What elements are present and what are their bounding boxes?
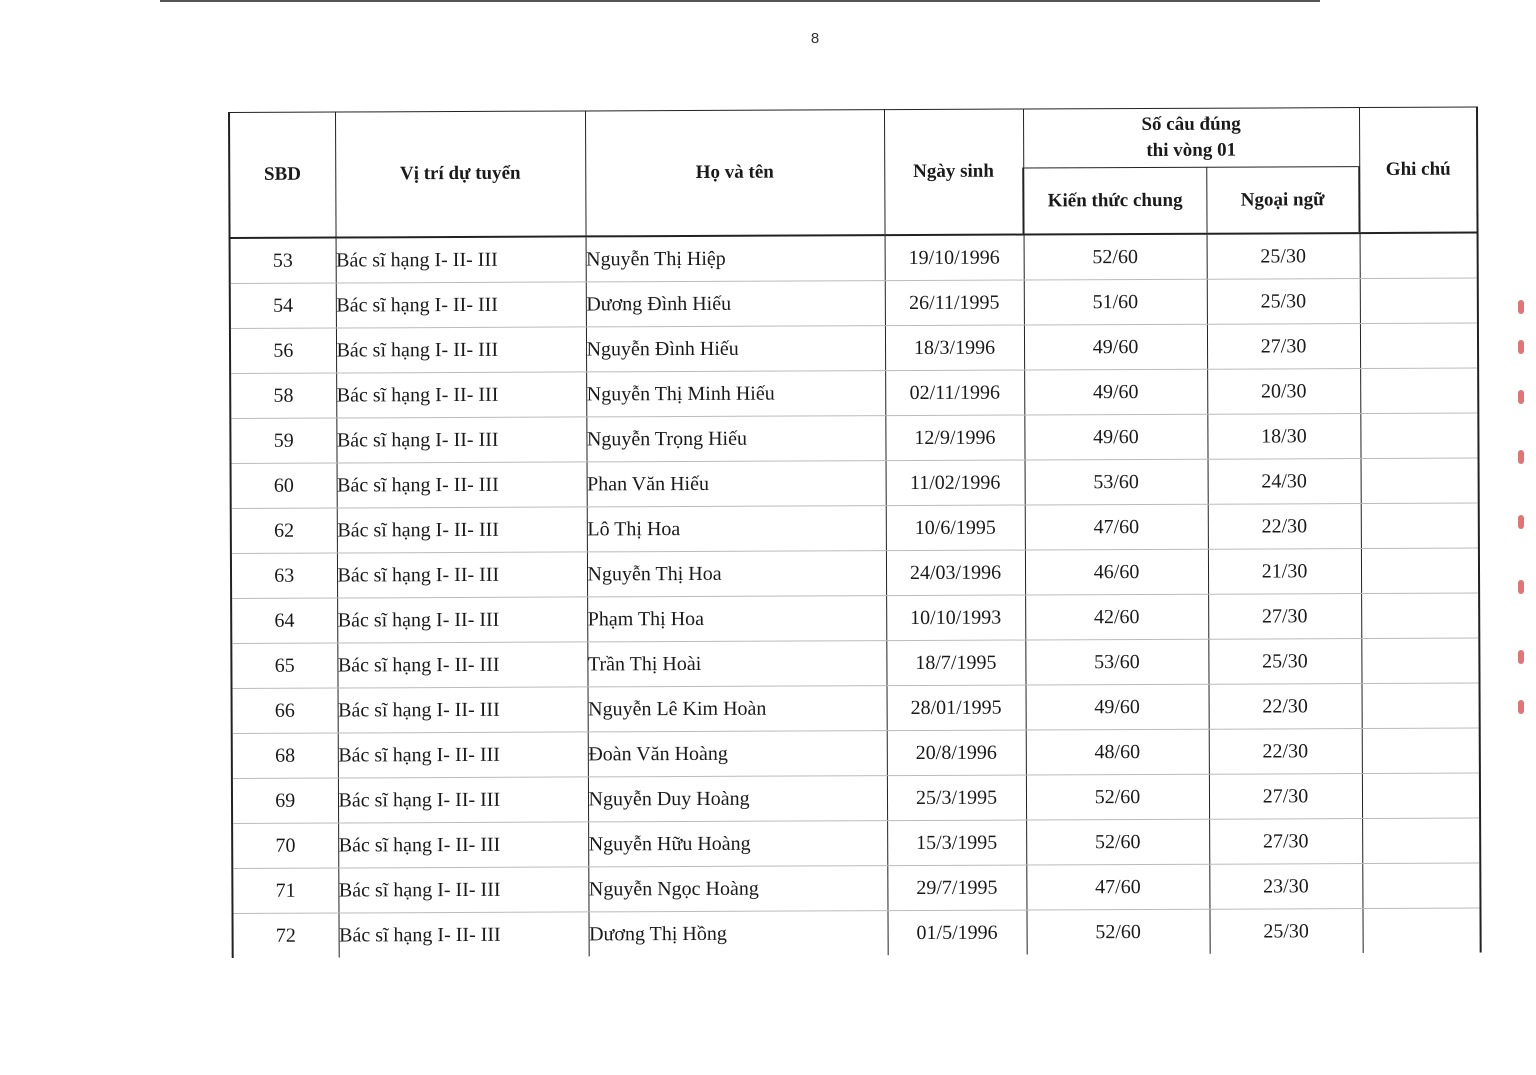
cell-general-knowledge: 52/60: [1026, 909, 1209, 954]
results-table: [228, 107, 1482, 958]
cell-dob: 15/3/1995: [887, 820, 1026, 866]
cell-dob: 29/7/1995: [887, 865, 1026, 911]
cell-dob: 19/10/1996: [885, 235, 1024, 281]
header-group-line1: Số câu đúng: [1141, 113, 1241, 136]
cell-general-knowledge: 42/60: [1025, 594, 1208, 640]
cell-full-name: Đoàn Văn Hoàng: [588, 731, 887, 777]
cell-note: [1360, 413, 1478, 459]
table-row: [231, 548, 1479, 598]
cell-sbd: 64: [231, 598, 337, 643]
cell-position: Bác sĩ hạng I- II- III: [337, 507, 587, 553]
cell-full-name: Nguyễn Duy Hoàng: [588, 776, 887, 822]
cell-foreign-language: 20/30: [1207, 369, 1360, 415]
cell-position: Bác sĩ hạng I- II- III: [336, 282, 586, 328]
table-row: [232, 863, 1480, 913]
cell-dob: 28/01/1995: [887, 685, 1026, 731]
cell-foreign-language: 22/30: [1209, 729, 1362, 775]
cell-foreign-language: 25/30: [1207, 233, 1360, 279]
table-row: [232, 683, 1480, 733]
cell-foreign-language: 22/30: [1208, 504, 1361, 550]
cell-full-name: Nguyễn Thị Minh Hiếu: [586, 371, 885, 417]
cell-dob: 26/11/1995: [885, 280, 1024, 326]
cell-full-name: Nguyễn Thị Hoa: [587, 551, 886, 597]
cell-position: Bác sĩ hạng I- II- III: [336, 372, 586, 418]
cell-general-knowledge: 46/60: [1025, 549, 1208, 595]
cell-foreign-language: 18/30: [1207, 414, 1360, 460]
red-stamp-edge: [1518, 300, 1532, 720]
header-sbd: SBD: [229, 112, 336, 238]
cell-position: Bác sĩ hạng I- II- III: [338, 732, 588, 778]
cell-dob: 02/11/1996: [885, 370, 1024, 416]
cell-note: [1362, 683, 1480, 729]
cell-dob: 12/9/1996: [885, 415, 1024, 461]
cell-sbd: 71: [232, 868, 338, 913]
table-row: [230, 323, 1478, 373]
table-row: [231, 503, 1479, 553]
cell-position: Bác sĩ hạng I- II- III: [337, 597, 587, 643]
cell-note: [1361, 503, 1479, 549]
cell-foreign-language: 27/30: [1207, 324, 1360, 370]
cell-full-name: Nguyễn Trọng Hiếu: [586, 416, 885, 462]
cell-position: Bác sĩ hạng I- II- III: [337, 462, 587, 508]
cell-dob: 24/03/1996: [886, 550, 1025, 596]
top-rule: [160, 0, 1320, 2]
cell-note: [1361, 593, 1479, 639]
cell-foreign-language: 27/30: [1209, 819, 1362, 865]
cell-full-name: Nguyễn Đình Hiếu: [586, 326, 885, 372]
header-group-line2: thi vòng 01: [1146, 139, 1237, 162]
cell-position: Bác sĩ hạng I- II- III: [338, 687, 588, 733]
cell-dob: 18/3/1996: [885, 325, 1024, 371]
results-body: [230, 233, 1481, 958]
cell-general-knowledge: 52/60: [1026, 774, 1209, 820]
cell-general-knowledge: 47/60: [1025, 504, 1208, 550]
header-foreign-language: Ngoại ngữ: [1206, 167, 1359, 234]
cell-sbd: 72: [232, 913, 338, 958]
cell-dob: 18/7/1995: [886, 640, 1025, 686]
cell-note: [1360, 323, 1478, 369]
cell-note: [1361, 458, 1479, 504]
cell-full-name: Nguyễn Lê Kim Hoàn: [588, 686, 887, 732]
cell-position: Bác sĩ hạng I- II- III: [336, 236, 586, 283]
cell-foreign-language: 27/30: [1209, 774, 1362, 820]
cell-foreign-language: 27/30: [1208, 594, 1361, 640]
cell-foreign-language: 22/30: [1209, 684, 1362, 730]
cell-full-name: Dương Thị Hồng: [588, 911, 887, 957]
cell-general-knowledge: 49/60: [1024, 324, 1207, 370]
cell-full-name: Lô Thị Hoa: [587, 506, 886, 552]
cell-general-knowledge: 51/60: [1024, 279, 1207, 325]
table-row: [230, 368, 1478, 418]
cell-full-name: Nguyễn Ngọc Hoàng: [588, 866, 887, 912]
page-number: 8: [810, 30, 820, 47]
cell-sbd: 59: [230, 418, 336, 463]
cell-general-knowledge: 49/60: [1024, 369, 1207, 415]
cell-note: [1362, 908, 1480, 953]
cell-general-knowledge: 53/60: [1025, 639, 1208, 685]
cell-sbd: 66: [232, 688, 338, 733]
cell-note: [1360, 278, 1478, 324]
cell-dob: 01/5/1996: [887, 910, 1026, 955]
table-row: [232, 773, 1480, 823]
cell-sbd: 69: [232, 778, 338, 823]
cell-sbd: 54: [230, 283, 336, 328]
cell-general-knowledge: 49/60: [1026, 684, 1209, 730]
cell-sbd: 63: [231, 553, 337, 598]
cell-sbd: 62: [231, 508, 337, 553]
table-row: [230, 278, 1478, 328]
cell-general-knowledge: 49/60: [1024, 414, 1207, 460]
table-row: [232, 818, 1480, 868]
table-row: [232, 728, 1480, 778]
cell-dob: 11/02/1996: [886, 460, 1025, 506]
table-row: [231, 593, 1479, 643]
cell-position: Bác sĩ hạng I- II- III: [338, 912, 588, 958]
cell-foreign-language: 25/30: [1209, 909, 1362, 954]
header-note: Ghi chú: [1359, 107, 1478, 233]
header-correct-answers-group: [1023, 108, 1359, 169]
cell-position: Bác sĩ hạng I- II- III: [338, 822, 588, 868]
cell-position: Bác sĩ hạng I- II- III: [338, 777, 588, 823]
cell-dob: 20/8/1996: [887, 730, 1026, 776]
cell-note: [1362, 818, 1480, 864]
cell-sbd: 70: [232, 823, 338, 868]
table-row: [231, 458, 1479, 508]
cell-position: Bác sĩ hạng I- II- III: [338, 867, 588, 913]
header-dob: Ngày sinh: [884, 109, 1024, 235]
table-row: [231, 638, 1479, 688]
cell-sbd: 53: [230, 238, 336, 284]
header-general-knowledge: Kiến thức chung: [1023, 168, 1206, 235]
cell-general-knowledge: 53/60: [1025, 459, 1208, 505]
cell-sbd: 60: [231, 463, 337, 508]
cell-note: [1361, 548, 1479, 594]
cell-sbd: 68: [232, 733, 338, 778]
table-row: [230, 413, 1478, 463]
cell-note: [1361, 638, 1479, 684]
cell-sbd: 58: [230, 373, 336, 418]
cell-dob: 10/10/1993: [886, 595, 1025, 641]
cell-full-name: Nguyễn Hữu Hoàng: [588, 821, 887, 867]
cell-foreign-language: 23/30: [1209, 864, 1362, 910]
cell-general-knowledge: 47/60: [1026, 864, 1209, 910]
cell-position: Bác sĩ hạng I- II- III: [336, 327, 586, 373]
cell-sbd: 56: [230, 328, 336, 373]
cell-full-name: Dương Đình Hiếu: [586, 281, 885, 327]
table-row: [230, 233, 1478, 284]
cell-position: Bác sĩ hạng I- II- III: [337, 552, 587, 598]
header-full-name: Họ và tên: [585, 110, 885, 237]
cell-note: [1362, 728, 1480, 774]
header-position: Vị trí dự tuyển: [335, 111, 586, 238]
cell-position: Bác sĩ hạng I- II- III: [336, 417, 586, 463]
cell-foreign-language: 25/30: [1207, 279, 1360, 325]
cell-foreign-language: 24/30: [1208, 459, 1361, 505]
cell-note: [1360, 233, 1478, 279]
cell-note: [1362, 863, 1480, 909]
results-sheet: [228, 107, 1480, 958]
cell-dob: 10/6/1995: [886, 505, 1025, 551]
cell-foreign-language: 21/30: [1208, 549, 1361, 595]
cell-full-name: Phạm Thị Hoa: [587, 596, 886, 642]
cell-note: [1362, 773, 1480, 819]
cell-full-name: Trần Thị Hoài: [587, 641, 886, 687]
cell-dob: 25/3/1995: [887, 775, 1026, 821]
table-row: [232, 908, 1480, 958]
cell-general-knowledge: 48/60: [1026, 729, 1209, 775]
cell-general-knowledge: 52/60: [1024, 234, 1207, 280]
cell-sbd: 65: [231, 643, 337, 688]
cell-full-name: Nguyễn Thị Hiệp: [586, 235, 885, 282]
cell-general-knowledge: 52/60: [1026, 819, 1209, 865]
cell-note: [1360, 368, 1478, 414]
cell-foreign-language: 25/30: [1208, 639, 1361, 685]
cell-position: Bác sĩ hạng I- II- III: [337, 642, 587, 688]
cell-full-name: Phan Văn Hiếu: [587, 461, 886, 507]
